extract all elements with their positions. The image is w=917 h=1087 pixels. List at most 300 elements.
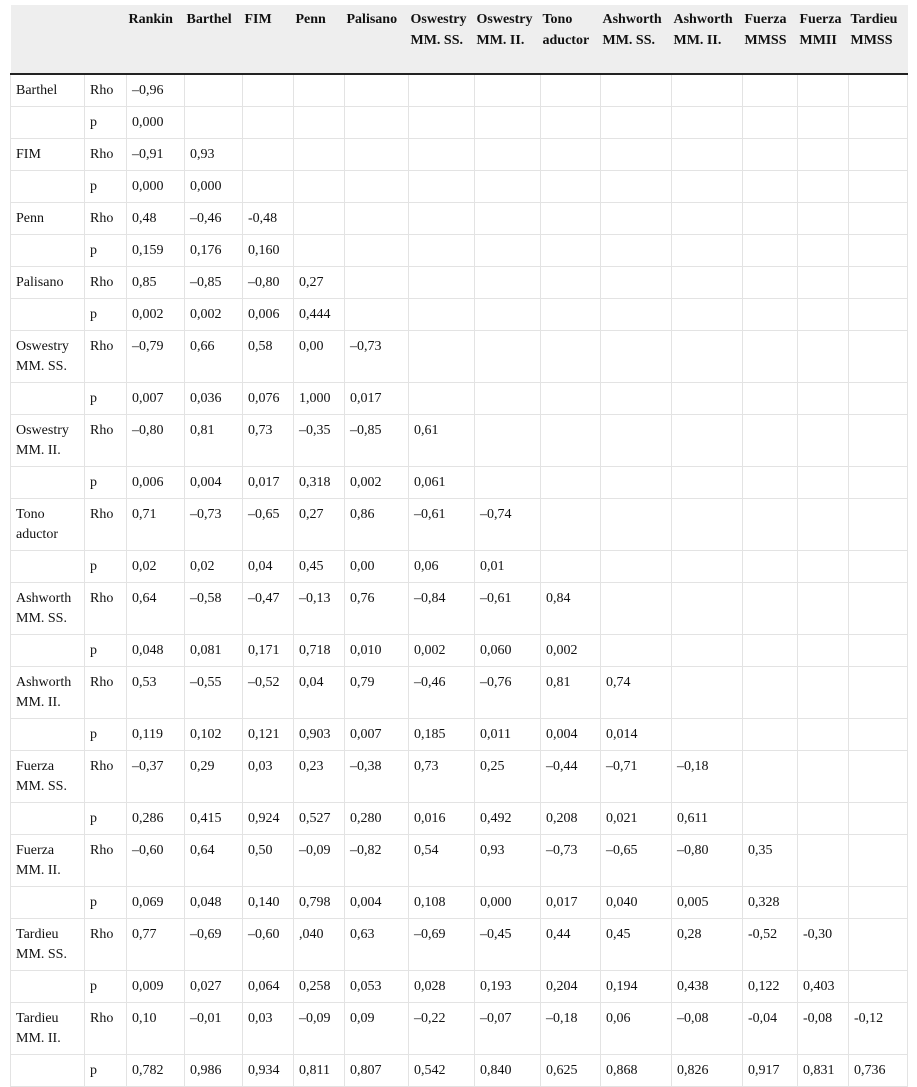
stat-label: p [85,1055,127,1087]
rho-cell: 0,54 [409,835,475,887]
rho-cell: 0,45 [601,919,672,971]
p-value-cell [672,171,743,203]
column-header: Fuerza MMII [798,5,849,74]
p-value-cell: 0,048 [127,635,185,667]
rho-cell: –0,85 [345,415,409,467]
rho-cell: 0,53 [127,667,185,719]
p-value-cell [849,383,908,415]
stat-header [85,5,127,74]
rho-cell: 0,73 [409,751,475,803]
rho-cell: 0,61 [409,415,475,467]
stat-label: p [85,171,127,203]
rho-cell: –0,07 [475,1003,541,1055]
p-value-cell: 0,286 [127,803,185,835]
rho-cell [849,331,908,383]
rho-cell: –0,37 [127,751,185,803]
rho-cell: –0,80 [243,267,294,299]
rho-cell: 0,79 [345,667,409,719]
stat-label: p [85,235,127,267]
table-body [11,74,908,1087]
p-value-cell [345,107,409,139]
p-value-cell: 0,194 [601,971,672,1003]
p-value-cell [743,635,798,667]
p-value-cell [743,171,798,203]
p-value-cell [475,383,541,415]
rho-cell [672,203,743,235]
p-value-cell: 0,017 [541,887,601,919]
rho-cell: 0,44 [541,919,601,971]
table-row [11,107,908,139]
p-value-cell [541,467,601,499]
rho-cell [743,331,798,383]
rho-cell [294,139,345,171]
p-value-cell [601,551,672,583]
rho-cell: –0,22 [409,1003,475,1055]
rho-cell: 0,50 [243,835,294,887]
rho-cell [798,751,849,803]
rho-cell: –0,44 [541,751,601,803]
row-variable-empty [11,235,85,267]
rho-cell [849,74,908,107]
stat-label: Rho [85,583,127,635]
rho-cell: –0,91 [127,139,185,171]
rho-cell: –0,09 [294,835,345,887]
rho-cell [849,203,908,235]
p-value-cell [541,299,601,331]
row-variable-empty [11,299,85,331]
rho-cell: –0,35 [294,415,345,467]
p-value-cell [849,171,908,203]
p-value-cell: 0,924 [243,803,294,835]
rho-cell: –0,52 [243,667,294,719]
row-variable: Fuerza MM. II. [11,835,85,887]
p-value-cell: 0,076 [243,383,294,415]
rho-cell: –0,47 [243,583,294,635]
p-value-cell [345,171,409,203]
row-variable-empty [11,383,85,415]
rho-cell: 0,35 [743,835,798,887]
rho-cell: –0,46 [185,203,243,235]
rho-cell: 0,74 [601,667,672,719]
table-row [11,499,908,551]
rho-cell [601,499,672,551]
table-row [11,1003,908,1055]
stat-label: p [85,971,127,1003]
p-value-cell [798,235,849,267]
p-value-cell [475,107,541,139]
p-value-cell: 0,017 [243,467,294,499]
stat-label: p [85,551,127,583]
rho-cell: 0,58 [243,331,294,383]
p-value-cell: 0,438 [672,971,743,1003]
rho-cell [541,203,601,235]
stat-label: Rho [85,331,127,383]
stat-label: Rho [85,139,127,171]
rho-cell [672,331,743,383]
row-variable-empty [11,887,85,919]
p-value-cell [601,635,672,667]
p-value-cell: 0,017 [345,383,409,415]
stat-label: p [85,383,127,415]
rho-cell [409,331,475,383]
column-header: Penn [294,5,345,74]
p-value-cell [541,107,601,139]
p-value-cell: 0,840 [475,1055,541,1087]
rho-cell: –0,38 [345,751,409,803]
rho-cell [409,139,475,171]
p-value-cell [601,107,672,139]
column-header: Tono aductor [541,5,601,74]
rho-cell [743,667,798,719]
rho-cell [345,203,409,235]
rho-cell [541,139,601,171]
rho-cell [294,203,345,235]
row-variable-empty [11,803,85,835]
p-value-cell: 0,005 [672,887,743,919]
rho-cell [541,331,601,383]
row-variable-empty [11,467,85,499]
rho-cell [345,74,409,107]
rho-cell: 0,73 [243,415,294,467]
rho-cell [743,583,798,635]
rho-cell: –0,58 [185,583,243,635]
row-variable-empty [11,1055,85,1087]
p-value-cell: 0,122 [743,971,798,1003]
rho-cell [849,751,908,803]
rho-cell [243,139,294,171]
rho-cell: -0,30 [798,919,849,971]
rho-cell: 0,85 [127,267,185,299]
stat-label: Rho [85,499,127,551]
p-value-cell [743,299,798,331]
p-value-cell [743,467,798,499]
rho-cell [475,331,541,383]
p-value-cell: 0,444 [294,299,345,331]
p-value-cell [475,171,541,203]
column-header: Fuerza MMSS [743,5,798,74]
p-value-cell: 0,328 [743,887,798,919]
p-value-cell [601,467,672,499]
rho-cell: –0,73 [345,331,409,383]
rho-cell: 0,81 [541,667,601,719]
p-value-cell: 0,415 [185,803,243,835]
rho-cell [672,139,743,171]
p-value-cell: 0,45 [294,551,345,583]
p-value-cell [345,235,409,267]
stat-label: Rho [85,919,127,971]
rho-cell: –0,46 [409,667,475,719]
rho-cell [541,74,601,107]
rho-cell [672,74,743,107]
rho-cell: -0,52 [743,919,798,971]
p-value-cell [185,107,243,139]
p-value-cell: 0,081 [185,635,243,667]
p-value-cell [672,107,743,139]
p-value-cell: 0,004 [345,887,409,919]
rho-cell [743,267,798,299]
p-value-cell [849,107,908,139]
rho-cell [849,919,908,971]
p-value-cell: 0,193 [475,971,541,1003]
rho-cell: –0,73 [541,835,601,887]
rho-cell [345,139,409,171]
p-value-cell: 0,280 [345,803,409,835]
row-variable: Tono aductor [11,499,85,551]
p-value-cell [798,107,849,139]
rho-cell: –0,09 [294,1003,345,1055]
p-value-cell [541,171,601,203]
p-value-cell: 0,000 [185,171,243,203]
p-value-cell [601,171,672,203]
rho-cell: 0,63 [345,919,409,971]
p-value-cell [849,887,908,919]
p-value-cell: 0,542 [409,1055,475,1087]
p-value-cell: 0,01 [475,551,541,583]
p-value-cell: 0,010 [345,635,409,667]
p-value-cell: 0,009 [127,971,185,1003]
p-value-cell [541,383,601,415]
p-value-cell [672,299,743,331]
p-value-cell [475,467,541,499]
table-row [11,887,908,919]
rho-cell: –0,73 [185,499,243,551]
rho-cell [475,415,541,467]
rho-cell: 0,48 [127,203,185,235]
rho-cell [849,583,908,635]
rho-cell: –0,96 [127,74,185,107]
stat-label: p [85,467,127,499]
rho-cell: 0,23 [294,751,345,803]
rho-cell: –0,18 [672,751,743,803]
row-variable: Oswestry MM. II. [11,415,85,467]
p-value-cell: 0,176 [185,235,243,267]
p-value-cell: 0,002 [409,635,475,667]
p-value-cell: 0,053 [345,971,409,1003]
rho-cell [798,499,849,551]
p-value-cell [409,107,475,139]
column-header: Ashworth MM. II. [672,5,743,74]
p-value-cell [849,719,908,751]
p-value-cell [672,719,743,751]
rho-cell [601,203,672,235]
p-value-cell [409,171,475,203]
column-header: Barthel [185,5,243,74]
rho-cell [849,835,908,887]
rho-cell: 0,29 [185,751,243,803]
p-value-cell: 0,492 [475,803,541,835]
p-value-cell [672,383,743,415]
rho-cell [743,74,798,107]
p-value-cell: 0,021 [601,803,672,835]
p-value-cell [798,719,849,751]
p-value-cell [672,467,743,499]
rho-cell [345,267,409,299]
rho-cell: –0,61 [409,499,475,551]
table-row [11,415,908,467]
row-variable-empty [11,551,85,583]
table-row [11,971,908,1003]
row-variable: Palisano [11,267,85,299]
table-row [11,635,908,667]
rho-cell [475,267,541,299]
rho-cell: 0,66 [185,331,243,383]
table-row [11,719,908,751]
p-value-cell [294,107,345,139]
rho-cell [672,499,743,551]
p-value-cell [541,551,601,583]
rho-cell: –0,82 [345,835,409,887]
p-value-cell: 0,171 [243,635,294,667]
rho-cell [798,139,849,171]
rho-cell [672,583,743,635]
rho-cell: –0,60 [243,919,294,971]
p-value-cell [798,551,849,583]
p-value-cell [672,635,743,667]
p-value-cell [409,383,475,415]
row-variable-empty [11,635,85,667]
column-header: Tardieu MMSS [849,5,908,74]
rho-cell [798,267,849,299]
rho-cell [601,331,672,383]
p-value-cell: 0,000 [127,107,185,139]
rho-cell [475,139,541,171]
rho-cell: 0,27 [294,267,345,299]
rho-cell: 0,00 [294,331,345,383]
p-value-cell: 0,831 [798,1055,849,1087]
table-row [11,467,908,499]
table-row [11,139,908,171]
p-value-cell [849,235,908,267]
p-value-cell: 0,934 [243,1055,294,1087]
p-value-cell: 0,002 [127,299,185,331]
p-value-cell: 0,826 [672,1055,743,1087]
rho-cell: –0,18 [541,1003,601,1055]
stat-label: Rho [85,415,127,467]
p-value-cell [672,235,743,267]
rho-cell [743,139,798,171]
p-value-cell: 0,000 [127,171,185,203]
rho-cell [743,751,798,803]
rho-cell: –0,45 [475,919,541,971]
p-value-cell [601,383,672,415]
rho-cell [601,139,672,171]
p-value-cell [849,803,908,835]
p-value-cell: 0,903 [294,719,345,751]
rho-cell [541,499,601,551]
p-value-cell: 0,204 [541,971,601,1003]
p-value-cell [345,299,409,331]
p-value-cell: 0,108 [409,887,475,919]
rho-cell: -0,08 [798,1003,849,1055]
p-value-cell: 0,04 [243,551,294,583]
rho-cell [294,74,345,107]
p-value-cell: 0,002 [185,299,243,331]
rho-cell: –0,60 [127,835,185,887]
p-value-cell [798,803,849,835]
rho-cell: -0,04 [743,1003,798,1055]
rho-cell: 0,03 [243,751,294,803]
rho-cell [601,267,672,299]
p-value-cell [601,235,672,267]
row-variable-empty [11,171,85,203]
p-value-cell: 0,06 [409,551,475,583]
row-variable: FIM [11,139,85,171]
rho-cell [672,667,743,719]
p-value-cell: 0,159 [127,235,185,267]
rho-cell [185,74,243,107]
p-value-cell [798,383,849,415]
p-value-cell: 0,811 [294,1055,345,1087]
rho-cell [541,415,601,467]
p-value-cell: 0,048 [185,887,243,919]
p-value-cell [409,299,475,331]
rho-cell: 0,09 [345,1003,409,1055]
row-variable: Barthel [11,74,85,107]
table-row [11,171,908,203]
rho-cell: –0,65 [601,835,672,887]
p-value-cell: 0,807 [345,1055,409,1087]
p-value-cell: 0,000 [475,887,541,919]
table-row [11,667,908,719]
stat-label: Rho [85,267,127,299]
table-row [11,751,908,803]
rho-cell: –0,01 [185,1003,243,1055]
p-value-cell [849,635,908,667]
p-value-cell: 0,02 [185,551,243,583]
stat-label: Rho [85,203,127,235]
p-value-cell: 0,002 [541,635,601,667]
rho-cell: –0,65 [243,499,294,551]
rho-cell: 0,28 [672,919,743,971]
rho-cell [743,203,798,235]
p-value-cell: 0,011 [475,719,541,751]
p-value-cell: 0,004 [541,719,601,751]
row-variable: Tardieu MM. SS. [11,919,85,971]
p-value-cell: 1,000 [294,383,345,415]
rho-cell: –0,76 [475,667,541,719]
p-value-cell: 0,004 [185,467,243,499]
rho-cell [798,667,849,719]
rho-cell: –0,80 [127,415,185,467]
p-value-cell: 0,007 [127,383,185,415]
p-value-cell: 0,798 [294,887,345,919]
rho-cell: 0,64 [185,835,243,887]
rho-cell [798,583,849,635]
p-value-cell [849,551,908,583]
p-value-cell [743,107,798,139]
row-variable: Ashworth MM. II. [11,667,85,719]
p-value-cell: 0,014 [601,719,672,751]
p-value-cell: 0,064 [243,971,294,1003]
rho-cell [672,267,743,299]
row-variable: Oswestry MM. SS. [11,331,85,383]
table-row [11,267,908,299]
rho-cell [743,499,798,551]
rho-cell: –0,85 [185,267,243,299]
row-variable: Ashworth MM. SS. [11,583,85,635]
rho-cell [849,667,908,719]
p-value-cell: 0,611 [672,803,743,835]
stat-label: Rho [85,1003,127,1055]
stat-label: p [85,887,127,919]
p-value-cell [849,299,908,331]
p-value-cell [294,171,345,203]
p-value-cell: 0,102 [185,719,243,751]
stat-label: Rho [85,74,127,107]
p-value-cell: 0,006 [127,467,185,499]
p-value-cell: 0,736 [849,1055,908,1087]
p-value-cell: 0,185 [409,719,475,751]
